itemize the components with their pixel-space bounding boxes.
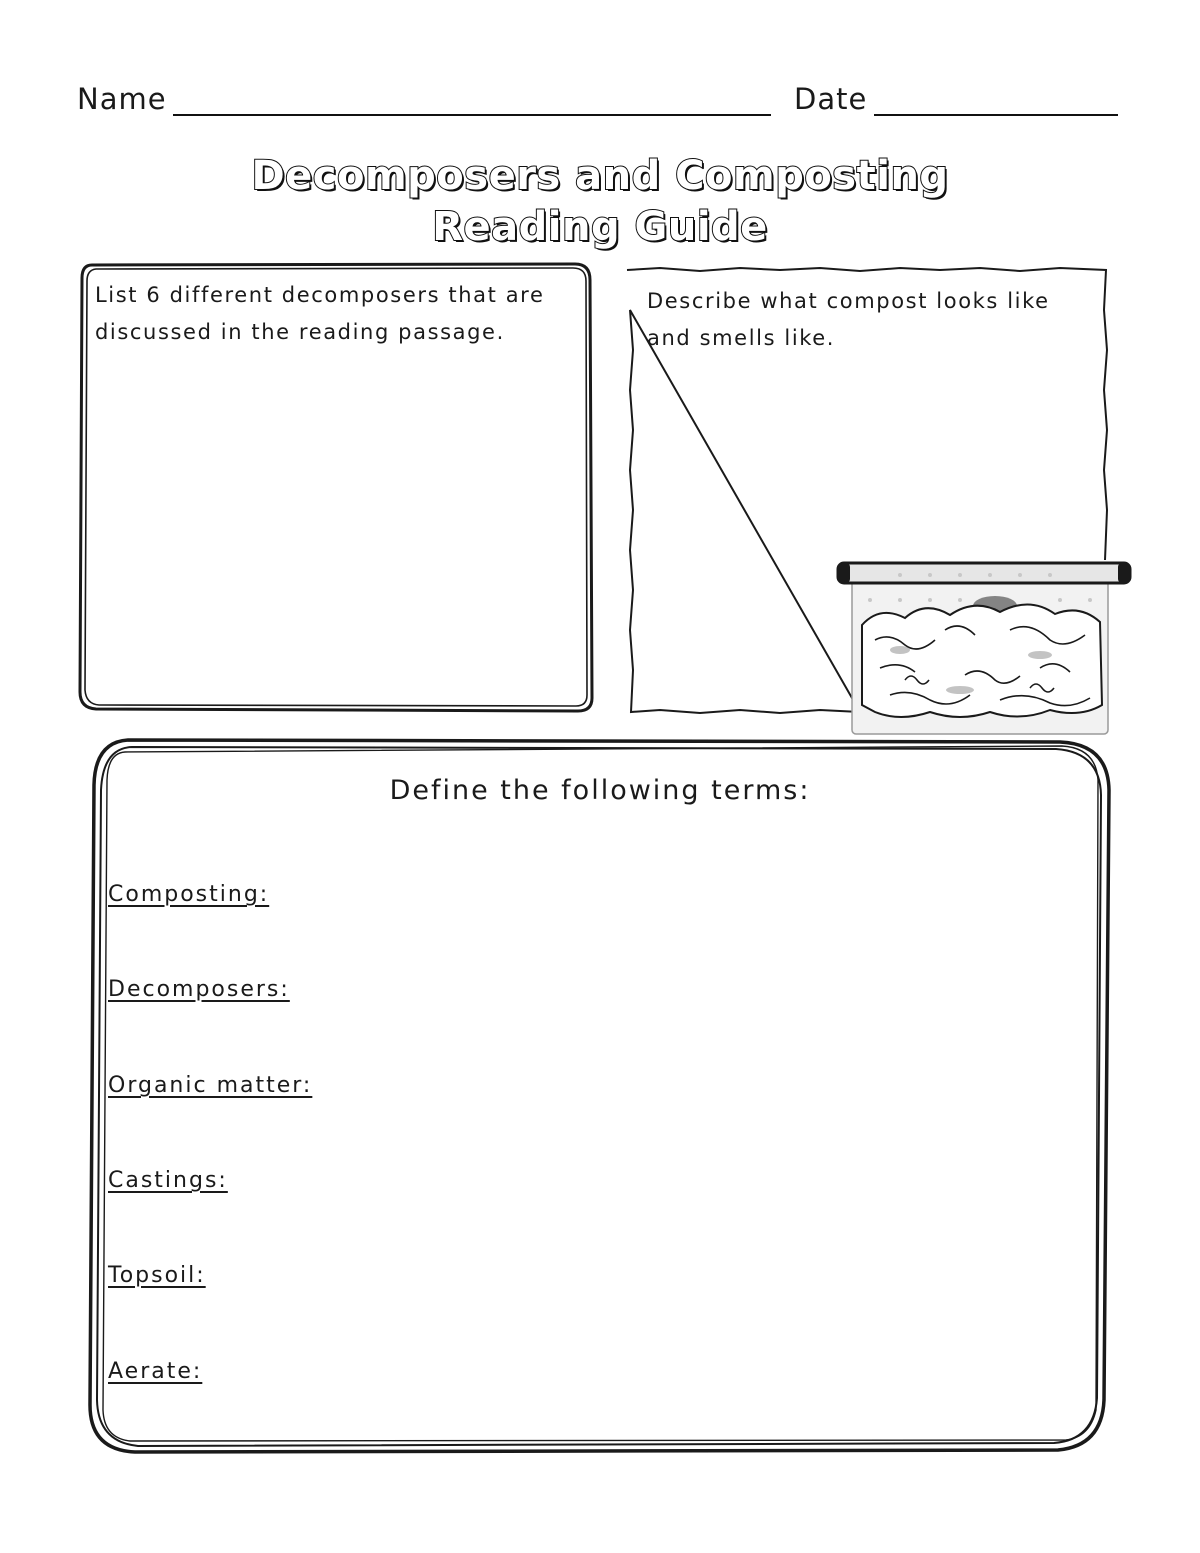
term-decomposers: Decomposers: (108, 977, 290, 1002)
compost-bin-icon (838, 563, 1130, 734)
compost-description-prompt: Describe what compost looks like and smells like. (647, 289, 1050, 350)
date-blank-line (874, 114, 1118, 116)
term-castings: Castings: (108, 1168, 228, 1193)
term-aerate: Aerate: (108, 1359, 203, 1384)
term-organic-matter: Organic matter: (108, 1073, 313, 1098)
term-topsoil: Topsoil: (108, 1263, 206, 1288)
name-label: Name (77, 82, 167, 116)
term-composting: Composting: (108, 882, 270, 907)
date-label: Date (794, 82, 868, 116)
name-blank-line (173, 114, 771, 116)
worksheet-subtitle: Reading Guide (432, 204, 768, 250)
definitions-heading: Define the following terms: (389, 775, 811, 806)
worksheet-title: Decomposers and Composting (251, 153, 949, 199)
decomposers-list-prompt: List 6 different decomposers that are discussed in the reading passage. (95, 283, 545, 344)
